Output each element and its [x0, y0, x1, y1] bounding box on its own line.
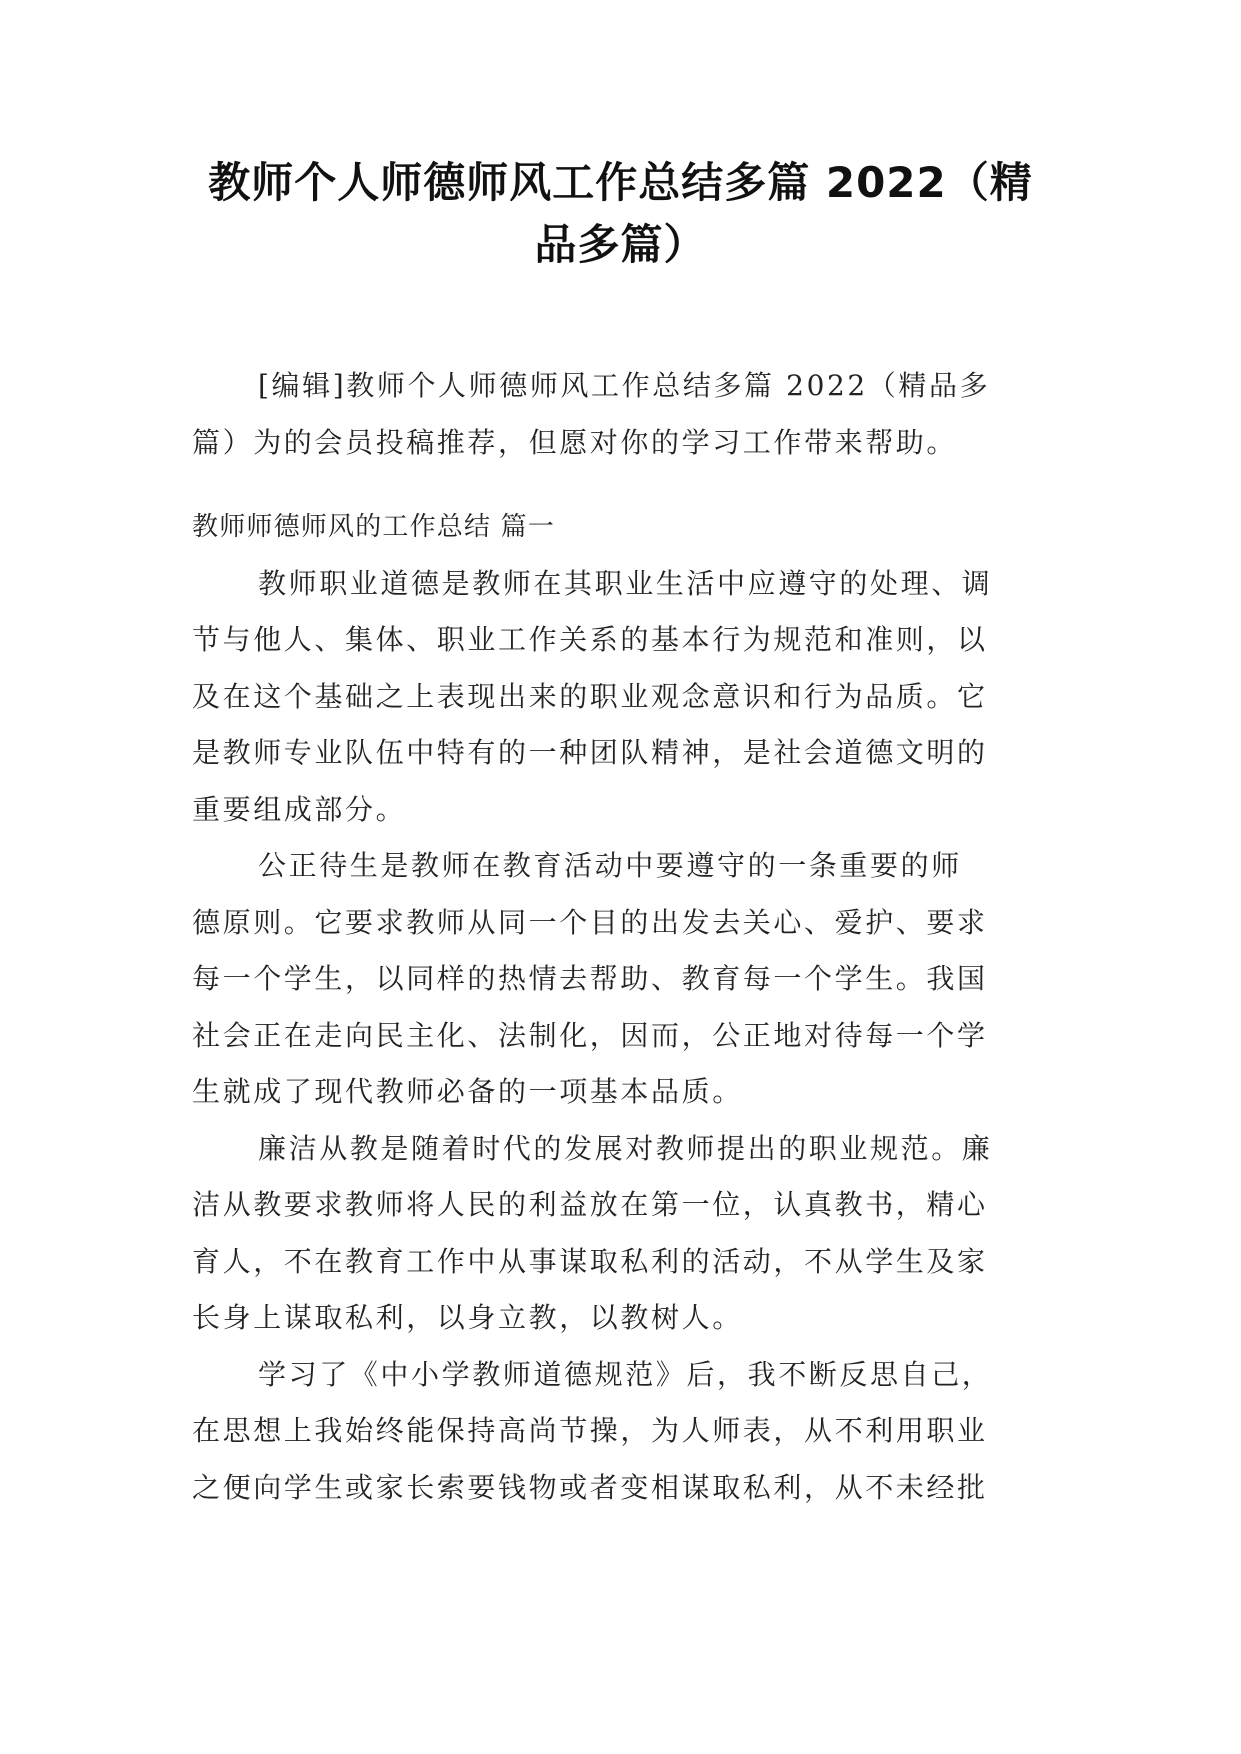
intro-line-2: 篇）为的会员投稿推荐，但愿对你的学习工作带来帮助。	[192, 425, 958, 459]
body-paragraph-2	[192, 838, 1052, 1121]
paragraph-line: 学习了《中小学教师道德规范》后，我不断反思自己，	[258, 1357, 993, 1391]
document-body	[192, 358, 1052, 1516]
paragraph-line: 廉洁从教是随着时代的发展对教师提出的职业规范。廉	[258, 1131, 993, 1165]
paragraph-line: 洁从教要求教师将人民的利益放在第一位，认真教书，精心	[192, 1188, 988, 1221]
paragraph-line: 教师职业道德是教师在其职业生活中应遵守的处理、调	[258, 566, 993, 600]
paragraph-line: 重要组成部分。	[192, 792, 407, 826]
title-line-2: 品多篇）	[534, 220, 707, 269]
paragraph-line: 及在这个基础之上表现出来的职业观念意识和行为品质。它	[192, 679, 988, 713]
paragraph-line: 节与他人、集体、职业工作关系的基本行为规范和准则，以	[192, 623, 988, 656]
body-paragraph-1	[192, 556, 1052, 839]
paragraph-line: 在思想上我始终能保持高尚节操，为人师表，从不利用职业	[192, 1414, 988, 1447]
section-heading: 教师师德师风的工作总结 篇一	[192, 512, 556, 542]
paragraph-line: 社会正在走向民主化、法制化，因而，公正地对待每一个学	[192, 1018, 988, 1052]
paragraph-line: 公正待生是教师在教育活动中要遵守的一条重要的师	[258, 849, 962, 882]
paragraph-line: 育人，不在教育工作中从事谋取私利的活动，不从学生及家	[192, 1244, 988, 1278]
paragraph-line: 生就成了现代教师必备的一项基本品质。	[192, 1075, 743, 1108]
body-paragraph-4	[192, 1347, 1052, 1517]
paragraph-gap	[192, 471, 1052, 499]
intro-paragraph	[192, 358, 1052, 471]
paragraph-line: 长身上谋取私利，以身立教，以教树人。	[192, 1301, 743, 1334]
paragraph-line: 之便向学生或家长索要钱物或者变相谋取私利，从不未经批	[192, 1470, 988, 1504]
document-title	[150, 152, 1091, 276]
paragraph-line: 德原则。它要求教师从同一个目的出发去关心、爱护、要求	[192, 905, 988, 939]
paragraph-line: 是教师专业队伍中特有的一种团队精神，是社会道德文明的	[192, 736, 988, 769]
paragraph-line: 每一个学生，以同样的热情去帮助、教育每一个学生。我国	[192, 962, 988, 995]
title-line-1: 教师个人师德师风工作总结多篇 2022（精	[208, 158, 1033, 207]
intro-line-1: [编辑]教师个人师德师风工作总结多篇 2022（精品多	[258, 369, 991, 402]
body-paragraph-3	[192, 1121, 1052, 1347]
